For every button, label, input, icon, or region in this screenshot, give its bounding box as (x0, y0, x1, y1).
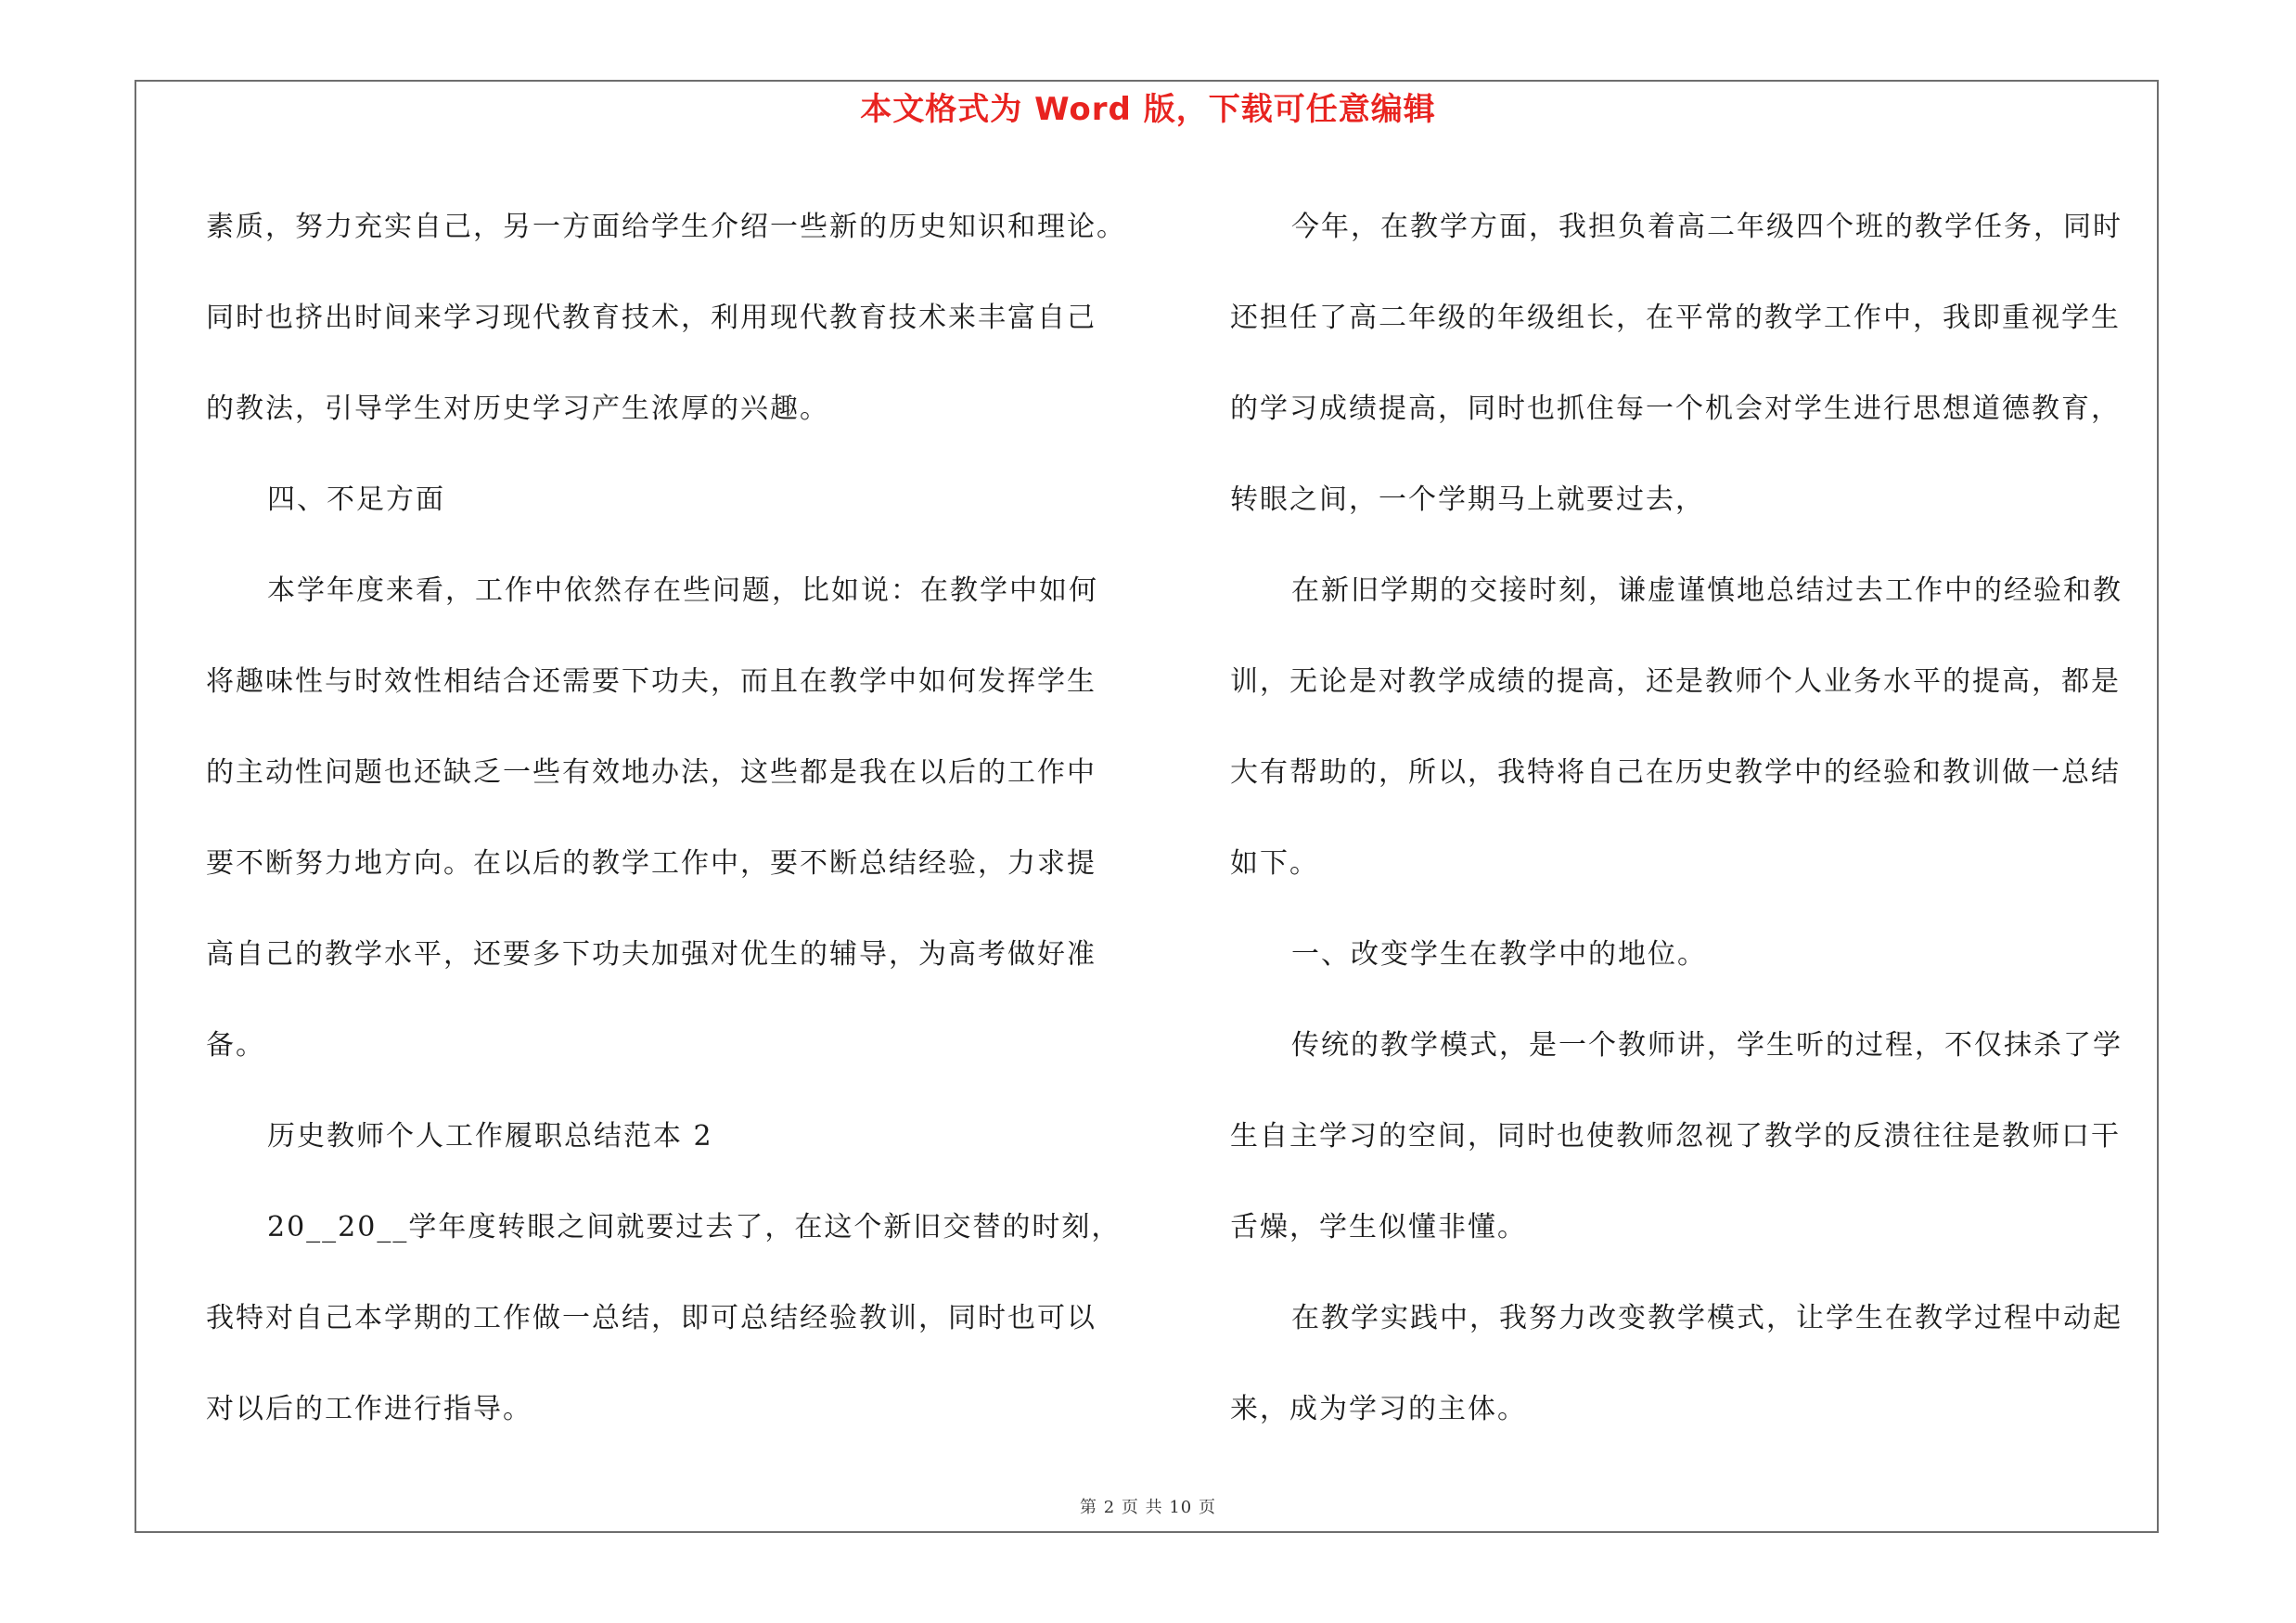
text-line: 四、不足方面 (267, 483, 445, 516)
text-line: 20__20__学年度转眼之间就要过去了，在这个新旧交替的时刻， (267, 1211, 1122, 1243)
text-line: 高自己的教学水平，还要多下功夫加强对优生的辅导，为高考做好准 (206, 938, 1097, 971)
text-line: 对以后的工作进行指导。 (206, 1393, 532, 1425)
text-line: 我特对自己本学期的工作做一总结，即可总结经验教训，同时也可以 (206, 1302, 1097, 1334)
word-format-banner: 本文格式为 Word 版，下载可任意编辑 (860, 91, 1436, 128)
text-line: 的学习成绩提高，同时也抓住每一个机会对学生进行思想道德教育， (1230, 393, 2121, 425)
text-line: 传统的教学模式，是一个教师讲，学生听的过程，不仅抹杀了学 (1291, 1029, 2123, 1062)
text-line: 转眼之间，一个学期马上就要过去， (1230, 483, 1705, 516)
text-line: 在新旧学期的交接时刻，谦虚谨慎地总结过去工作中的经验和教 (1291, 574, 2123, 607)
text-line: 同时也挤出时间来学习现代教育技术，利用现代教育技术来丰富自己 (206, 302, 1097, 334)
text-line: 本学年度来看，工作中依然存在些问题，比如说：在教学中如何 (267, 574, 1098, 607)
page-number-footer: 第 2 页 共 10 页 (1080, 1498, 1216, 1517)
text-line: 历史教师个人工作履职总结范本 2 (267, 1120, 713, 1153)
text-line: 还担任了高二年级的年级组长，在平常的教学工作中，我即重视学生 (1230, 302, 2121, 334)
text-line: 舌燥，学生似懂非懂。 (1230, 1211, 1527, 1243)
text-line: 生自主学习的空间，同时也使教师忽视了教学的反溃往往是教师口干 (1230, 1120, 2121, 1153)
text-line: 来，成为学习的主体。 (1230, 1393, 1527, 1425)
text-line: 大有帮助的，所以，我特将自己在历史教学中的经验和教训做一总结 (1230, 756, 2121, 789)
text-line: 如下。 (1230, 847, 1319, 880)
text-line: 训，无论是对教学成绩的提高，还是教师个人业务水平的提高，都是 (1230, 665, 2121, 698)
text-line: 要不断努力地方向。在以后的教学工作中，要不断总结经验，力求提 (206, 847, 1097, 880)
text-line: 今年，在教学方面，我担负着高二年级四个班的教学任务，同时 (1291, 211, 2123, 243)
text-line: 将趣味性与时效性相结合还需要下功夫，而且在教学中如何发挥学生 (206, 665, 1097, 698)
right-text-column (1230, 182, 2158, 1455)
text-line: 的教法，引导学生对历史学习产生浓厚的兴趣。 (206, 393, 829, 425)
left-text-column (206, 182, 1134, 1455)
text-line: 素质，努力充实自己，另一方面给学生介绍一些新的历史知识和理论。 (206, 211, 1126, 243)
text-line: 的主动性问题也还缺乏一些有效地办法，这些都是我在以后的工作中 (206, 756, 1097, 789)
text-line: 一、改变学生在教学中的地位。 (1291, 938, 1707, 971)
text-line: 在教学实践中，我努力改变教学模式，让学生在教学过程中动起 (1291, 1302, 2123, 1334)
text-line: 备。 (206, 1029, 265, 1062)
